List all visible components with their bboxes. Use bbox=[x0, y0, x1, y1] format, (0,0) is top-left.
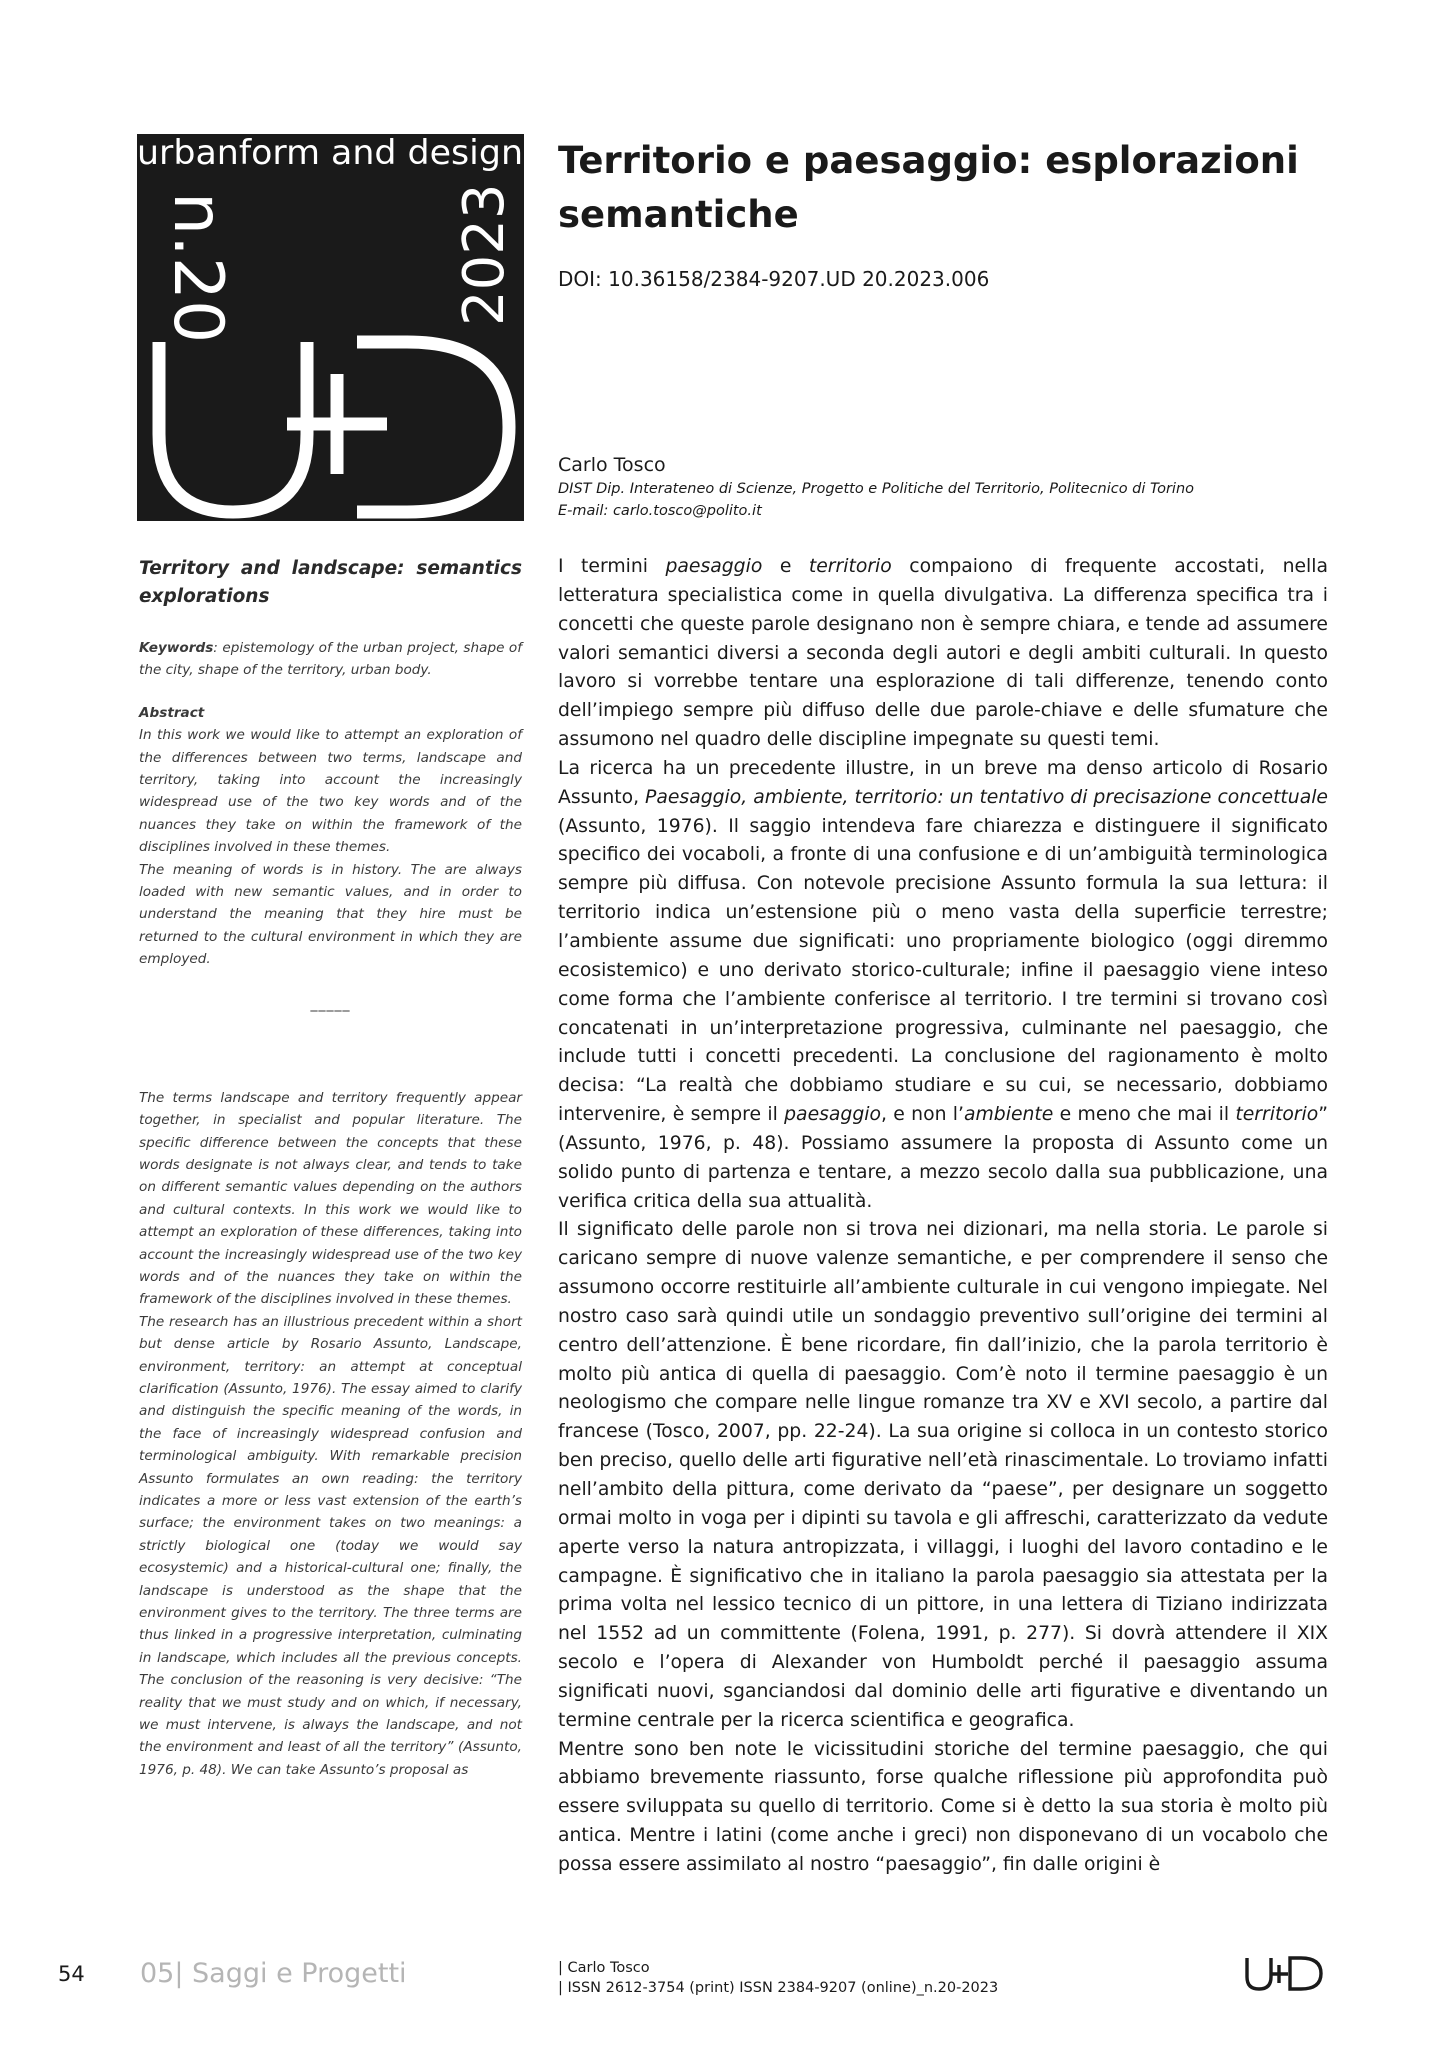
text-run-italic: territorio bbox=[1235, 1104, 1319, 1126]
keywords-text: : epistemology of the urban project, shape of the city, shape of the territory, urban body. bbox=[139, 640, 522, 679]
abstract-column bbox=[139, 555, 522, 1781]
body-paragraph bbox=[558, 553, 1328, 755]
journal-logo-graphic bbox=[137, 134, 524, 521]
footer-author: | Carlo Tosco bbox=[558, 1960, 650, 1976]
text-run-italic: paesaggio bbox=[784, 1104, 881, 1126]
body-paragraph bbox=[558, 755, 1328, 1217]
journal-logo bbox=[137, 134, 524, 521]
abstract-heading: Abstract bbox=[139, 704, 205, 721]
text-run: , e non l’ bbox=[880, 1104, 964, 1126]
abstract-paragraph: In this work we would like to attempt an exploration of the differences between two terms, landscape and territory, taking into account the increasingly widespread use of the two key words and of the nuances they take on within the framework of the disciplines involved in these themes. bbox=[139, 727, 522, 856]
text-run-italic: territorio bbox=[808, 556, 892, 577]
author-affiliation: DIST Dip. Interateneo di Scienze, Progetto e Politiche del Territorio, Politecnico di Torino bbox=[558, 481, 1195, 497]
doi: DOI: 10.36158/2384-9207.UD 20.2023.006 bbox=[558, 267, 990, 291]
summary-paragraph: The terms landscape and territory frequently appear together, in specialist and popular literature. The specific difference between the concepts that these words designate is not always clear, and tends to take on different semantic values depending on the authors and cultural contexts. In this work we would like to attempt an exploration of these differences, taking into account the increasingly widespread use of the two key words and of the nuances they take on within the framework of the disciplines involved in these themes. bbox=[139, 1089, 522, 1308]
text-run-italic: paesaggio bbox=[665, 556, 763, 577]
author-name: Carlo Tosco bbox=[558, 454, 666, 476]
section-separator: _____ bbox=[310, 995, 351, 1012]
section-label: 05| Saggi e Progetti bbox=[140, 1958, 407, 1989]
body-paragraph: Mentre sono ben note le vicissitudini storiche del termine paesaggio, che qui abbiamo brevemente riassunto, forse qualche riflessione più approfondita può essere sviluppata su quello di territorio. Come si è detto la sua storia è molto più antica. Mentre i latini (come anche i greci) non disponevano di un vocabolo che possa essere assimilato al nostro “paesaggio”, fin dalle origini è bbox=[558, 1738, 1328, 1875]
main-text-column bbox=[558, 553, 1328, 1880]
logo-journal-name: urbanform and design bbox=[137, 134, 523, 173]
footer-issn: | ISSN 2612-3754 (print) ISSN 2384-9207 (online)_n.20-2023 bbox=[558, 1980, 999, 1996]
footer-logo bbox=[1243, 1953, 1325, 1993]
text-run: ” (Assunto, 1976, p. 48). Possiamo assumere la proposta di Assunto come un solido punto di partenza e tentare, a mezzo secolo dalla sua pubblicazione, una verifica critica della sua attualità. bbox=[558, 1104, 1328, 1212]
keywords bbox=[139, 637, 522, 682]
body-paragraph: Il significato delle parole non si trova nei dizionari, ma nella storia. Le parole si caricano sempre di nuove valenze semantiche, e per comprendere il senso che assumono occorre restituirle all’ambiente culturale in cui vengono impiegate. Nel nostro caso sarà quindi utile un sondaggio preventivo sull’origine dei termini al centro dell’attenzione. È bene ricordare, fin dall’inizio, che la parola territorio è molto più antica di quella di paesaggio. Com’è noto il termine paesaggio è un neologismo che compare nelle lingue romanze tra XV e XVI secolo, a partire dal francese (Tosco, 2007, pp. 22-24). La sua origine si colloca in un contesto storico ben preciso, quello delle arti figurative nell’età rinascimentale. Lo troviamo infatti nell’ambito della pittura, come derivato da “paese”, per designare un soggetto ormai molto in voga per i dipinti su tavola e gli affreschi, caratterizzato da vedute aperte verso la natura antropizzata, i villaggi, i luoghi del lavoro contadino e le campagne. È significativo che in italiano la parola paesaggio sia attestata per la prima volta nel lessico tecnico di un pittore, in una lettera di Tiziano indirizzata nel 1552 ad un committente (Folena, 1991, p. 277). Si dovrà attendere il XIX secolo e l’opera di Alexander von Humboldt perché il paesaggio assuma significati nuovi, sganciandosi dal dominio delle arti figurative e diventando un termine centrale per la ricerca scientifica e geografica. bbox=[558, 1219, 1328, 1731]
footer-info bbox=[558, 1958, 998, 1998]
summary-paragraph: The research has an illustrious precedent within a short but dense article by Rosario Assunto, Landscape, environment, territory: an attempt at conceptual clarification (Assunto, 1976). The essay aimed to clarify and distinguish the specific meaning of the words, in the face of increasingly widespread confusion and terminological ambiguity. With remarkable precision Assunto formulates an own reading: the territory indicates a more or less vast extension of the earth’s surface; the environment takes on two meanings: a strictly biological one (today we would say ecosystemic) and a historical-cultural one; finally, the landscape is understood as the shape that the environment gives to the territory. The three terms are thus linked in a progressive interpretation, culminating in landscape, which includes all the previous concepts. The conclusion of the reasoning is very decisive: “The reality that we must study and on which, if necessary, we must intervene, is always the landscape, and not the environment and least of all the territory” (Assunto, 1976, p. 48). We can take Assunto’s proposal as bbox=[139, 1313, 522, 1778]
logo-issue: n.20 bbox=[158, 192, 237, 344]
text-run-italic: ambiente bbox=[964, 1104, 1054, 1126]
text-run: e meno che mai il bbox=[1053, 1104, 1236, 1126]
text-run: compaiono di frequente accostati, nella letteratura specialistica come in quella divulgativa. La differenza specifica tra i concetti che queste parole designano non è sempre chiara, e tende ad assumere valori semantici diversi a seconda degli autori e degli ambiti culturali. In questo lavoro si vorrebbe tentare una esplorazione di tali differenze, tenendo conto dell’impiego sempre più diffuso delle due parole-chiave e delle sfumature che assumono nel quadro delle discipline impegnate su questi temi. bbox=[558, 556, 1328, 751]
keywords-label: Keywords bbox=[139, 640, 214, 656]
page-number: 54 bbox=[58, 1962, 85, 1986]
logo-year: 2023 bbox=[452, 183, 517, 326]
text-run-italic: Paesaggio, ambiente, territorio: un tentativo di precisazione concettuale bbox=[645, 786, 1328, 808]
footer-logo-mark bbox=[1243, 1953, 1325, 1993]
text-run: La ricerca ha un precedente illustre, in un breve ma denso articolo di Rosario Assunto, bbox=[558, 757, 1328, 808]
text-run: I termini bbox=[558, 556, 666, 577]
author-block bbox=[558, 452, 1358, 522]
abstract-paragraph: The meaning of words is in history. The are always loaded with new semantic values, and in order to understand the meaning that they hire must be returned to the cultural environment in which they are employed. bbox=[139, 861, 522, 968]
article-title: Territorio e paesaggio: esplorazioni semantiche bbox=[558, 139, 1299, 236]
text-run: (Assunto, 1976). Il saggio intendeva fare chiarezza e distinguere il significato specifico dei vocaboli, a fronte di una confusione e di un’ambiguità terminologica sempre più diffusa. Con notevole precisione Assunto formula la sua lettura: il territorio indica un’estensione più o meno vasta della superficie terrestre; l’ambiente assume due significati: uno propriamente biologico (oggi diremmo ecosistemico) e uno derivato storico-culturale; infine il paesaggio viene inteso come forma che l’ambiente conferisce al territorio. I tre termini si trovano così concatenati in un’interpretazione progressiva, culminante nel paesaggio, che include tutti i concetti precedenti. La conclusione del ragionamento è molto decisa: “La realtà che dobbiamo studiare e su cui, se necessario, dobbiamo intervenire, è sempre il bbox=[558, 815, 1328, 1126]
author-email: E-mail: carlo.tosco@polito.it bbox=[558, 503, 762, 519]
text-run: e bbox=[762, 556, 809, 577]
english-title: Territory and landscape: semantics explorations bbox=[139, 558, 522, 607]
